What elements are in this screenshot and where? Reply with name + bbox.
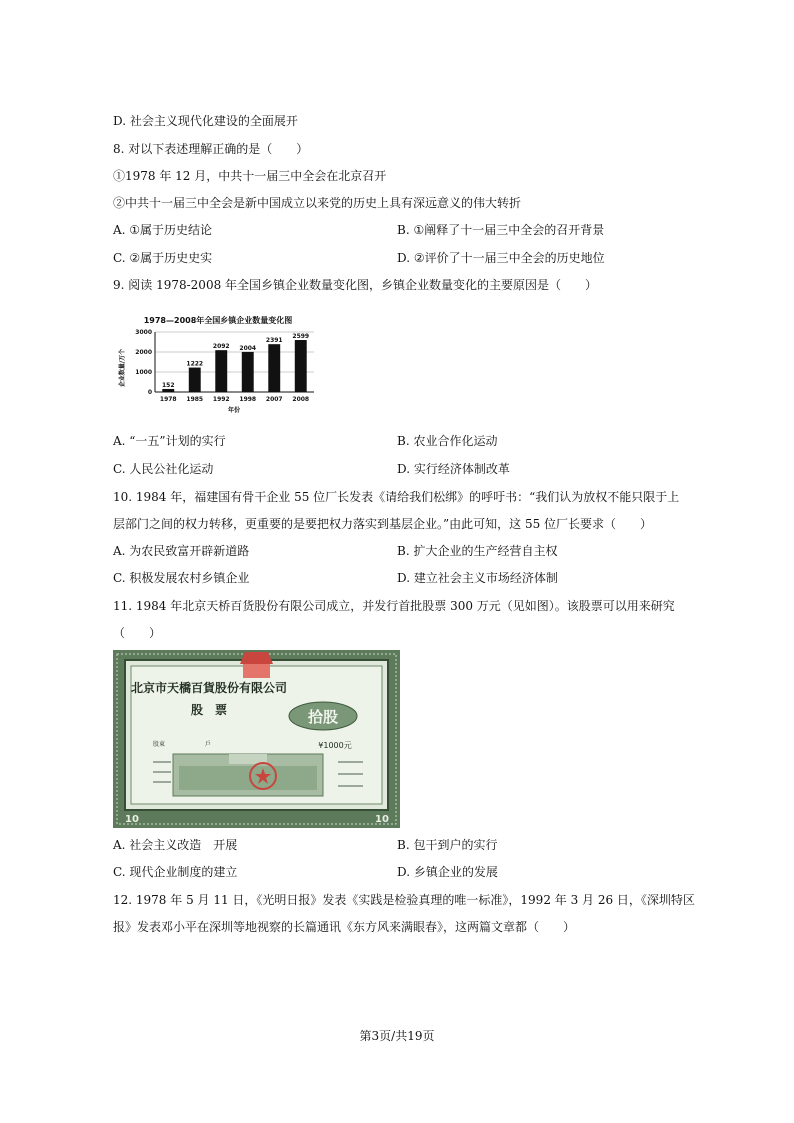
q10-option-a: A. 为农民致富开辟新道路 [113, 544, 250, 558]
chart-x-tick-label: 1978 [159, 396, 177, 403]
chart-y-tick-label: 0 [147, 389, 152, 396]
chart-x-tick-label: 1998 [239, 396, 257, 403]
chart-x-tick-label: 2008 [292, 396, 310, 403]
q10-option-c: C. 积极发展农村乡镇企业 [113, 571, 250, 585]
stock-company-name: 北京市天橋百貨股份有限公司 [130, 681, 288, 695]
q9-option-d: D. 实行经济体制改革 [397, 462, 510, 476]
q8-statement-2: ②中共十一届三中全会是新中国成立以来党的历史上具有深远意义的伟大转折 [113, 196, 522, 210]
chart-bar [268, 344, 280, 392]
q11-stem-line-1: 11. 1984 年北京天桥百货股份有限公司成立，并发行首批股票 300 万元（见如图）。该股票可以用来研究 [113, 599, 675, 613]
stock-corner-value-left: 10 [125, 814, 139, 825]
q11-stem-line-2: （ ） [113, 626, 162, 640]
chart-bar-value-label: 2599 [292, 333, 310, 341]
stock-unit-label: 戶 [205, 741, 212, 748]
chart-x-tick-label: 2007 [265, 396, 283, 403]
chart-bar [242, 352, 254, 392]
chart-bar [215, 350, 227, 392]
q12-stem-line-1: 12. 1978 年 5 月 11 日，《光明日报》发表《实践是检验真理的唯一标准》，1992 年 3 月 26 日，《深圳特区 [113, 893, 695, 907]
stock-corner-value-right: 10 [375, 814, 389, 825]
chart-y-tick-label: 1000 [135, 369, 152, 376]
chart-bar-value-label: 2004 [239, 344, 257, 352]
q9-option-b: B. 农业合作化运动 [397, 434, 498, 448]
q9-option-c: C. 人民公社化运动 [113, 462, 214, 476]
q8-option-a: A. ①属于历史结论 [113, 223, 213, 237]
stock-denomination: 拾股 [307, 708, 339, 726]
stock-holder-label: 股東 [153, 741, 166, 748]
chart-bar-value-label: 2092 [212, 343, 230, 351]
q7-option-d: D. 社会主义现代化建设的全面展开 [113, 114, 298, 128]
town-enterprise-bar-chart [113, 310, 323, 415]
chart-bar-value-label: 2391 [265, 337, 283, 345]
q9-option-a: A. “一五”计划的实行 [113, 434, 226, 448]
q10-option-b: B. 扩大企业的生产经营自主权 [397, 544, 558, 558]
stock-doc-title: 股 票 [190, 703, 228, 717]
q10-stem-line-2: 层部门之间的权力转移，更重要的是要把权力落实到基层企业。”由此可知，这 55 位厂长要求（ ） [113, 517, 653, 531]
q11-option-b: B. 包干到户的实行 [397, 838, 498, 852]
q8-stem: 8. 对以下表述理解正确的是（ ） [113, 142, 309, 156]
q12-stem-line-2: 报》发表邓小平在深圳等地视察的长篇通讯《东方风来满眼春》，这两篇文章都（ ） [113, 920, 576, 934]
chart-y-tick-label: 2000 [135, 349, 152, 356]
q11-option-c: C. 现代企业制度的建立 [113, 865, 238, 879]
stock-certificate-image [113, 650, 400, 828]
stock-amount: ¥1000元 [318, 741, 352, 750]
chart-title: 1978—2008年全国乡镇企业数量变化图 [143, 316, 293, 325]
chart-bar-value-label: 152 [161, 381, 175, 389]
q8-option-b: B. ①阐释了十一届三中全会的召开背景 [397, 223, 605, 237]
company-emblem [240, 652, 273, 664]
q11-option-a: A. 社会主义改造 开展 [113, 838, 238, 852]
chart-x-tick-label: 1985 [186, 396, 204, 403]
chart-ylabel: 企业数量/万个 [119, 348, 126, 388]
q8-option-c: C. ②属于历史史实 [113, 251, 213, 265]
chart-y-tick-label: 3000 [135, 329, 152, 336]
chart-bar [295, 340, 307, 392]
chart-bar-value-label: 1222 [186, 360, 204, 368]
chart-bar [189, 368, 201, 392]
q8-option-d: D. ②评价了十一届三中全会的历史地位 [397, 251, 605, 265]
page-footer: 第3页/共19页 [359, 1029, 435, 1043]
q9-stem: 9. 阅读 1978-2008 年全国乡镇企业数量变化图，乡镇企业数量变化的主要原因是（ ） [113, 278, 598, 292]
chart-xlabel: 年份 [227, 407, 241, 414]
q10-option-d: D. 建立社会主义市场经济体制 [397, 571, 558, 585]
q8-statement-1: ①1978 年 12 月，中共十一届三中全会在北京召开 [113, 169, 387, 183]
q11-option-d: D. 乡镇企业的发展 [397, 865, 498, 879]
chart-x-tick-label: 1992 [212, 396, 230, 403]
q10-stem-line-1: 10. 1984 年，福建国有骨干企业 55 位厂长发表《请给我们松绑》的呼吁书：“我们认为放权不能只限于上 [113, 490, 680, 504]
